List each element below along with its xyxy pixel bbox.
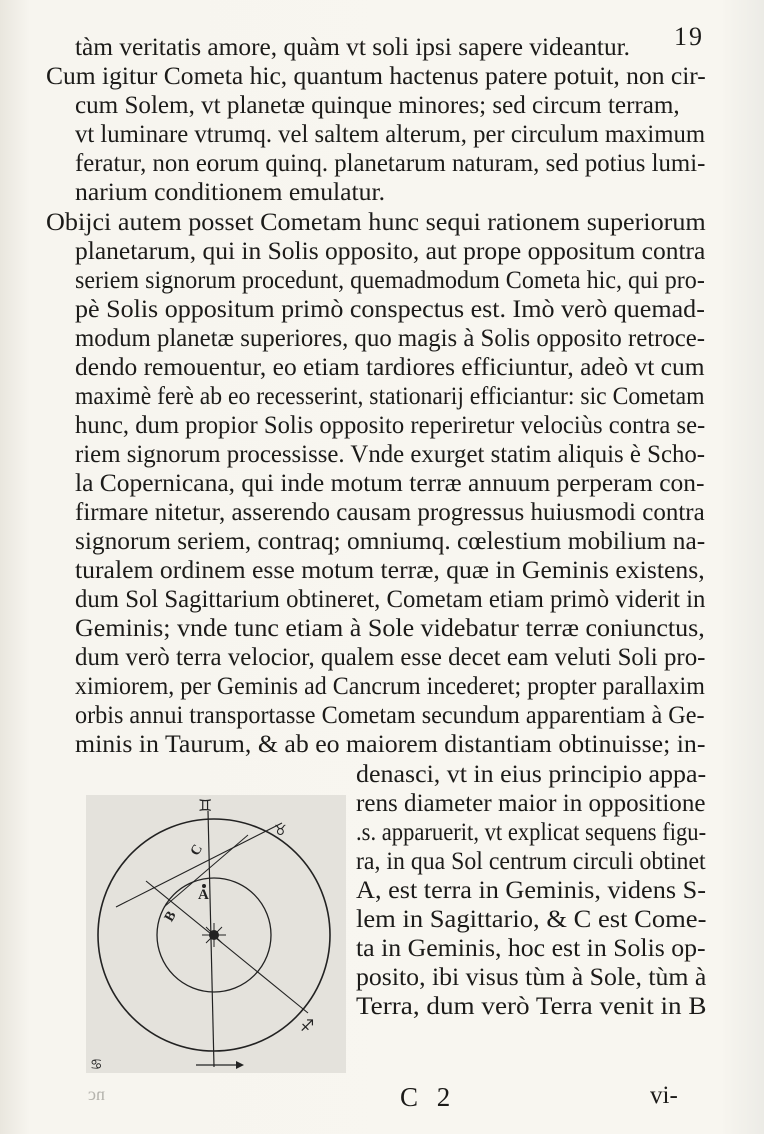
bleed-through-mark: nc <box>88 1084 105 1104</box>
text-line: Cum igitur Cometa hic, quantum hactenus patere potuit, non cir- <box>46 61 706 90</box>
text-line: minis in Taurum, & ab eo maiorem distantiam obtinuisse; in- <box>75 729 706 758</box>
text-line: planetarum, qui in Solis opposito, aut prope oppositum contra <box>75 236 706 265</box>
text-line: riem signorum processisse. Vnde exurget statim aliquis è Scho- <box>75 439 706 468</box>
text-line: .s. apparuerit, vt explicat sequens figu- <box>356 817 707 846</box>
text-line: Geminis; vnde tunc etiam à Sole videbatur terræ coniunctus, <box>75 613 705 642</box>
text-line: feratur, non eorum quinq. planetarum naturam, sed potius lumi- <box>75 148 706 177</box>
text-line: turalem ordinem esse motum terræ, quæ in Geminis existens, <box>75 555 705 584</box>
text-line: la Copernicana, qui inde motum terræ annuum perperam con- <box>75 468 705 497</box>
cancer-symbol: ♋ <box>90 1057 103 1073</box>
sagittarius-symbol: ♐ <box>300 1016 315 1035</box>
text-line: ta in Geminis, hoc est in Solis op- <box>356 933 706 962</box>
text-line: firmare nitetur, asserendo causam progressus huiusmodi contra <box>75 497 705 526</box>
label-b: B <box>161 908 180 925</box>
text-line: cum Solem, vt planetæ quinque minores; sed circum terram, <box>75 90 680 119</box>
text-line: orbis annui transportasse Cometam secundum apparentiam à Ge- <box>75 700 705 729</box>
text-line: lem in Sagittario, & C est Come- <box>356 904 707 933</box>
text-line: modum planetæ superiores, quo magis à Solis opposito retroce- <box>75 323 706 352</box>
text-line: Obijci autem posset Cometam hunc sequi rationem superiorum <box>46 207 706 236</box>
signature-mark: C 2 <box>400 1082 457 1112</box>
text-line: Terra, dum verò Terra venit in B <box>356 991 707 1020</box>
text-line: dum verò terra velocior, qualem esse decet eam veluti Soli pro- <box>75 642 706 671</box>
text-line: posito, ibi visus tùm à Sole, tùm à <box>356 962 707 991</box>
text-line: denasci, vt in eius principio appa- <box>356 759 707 788</box>
text-line: hunc, dum propior Solis opposito reperiretur velociùs contra se- <box>75 410 706 439</box>
text-line: seriem signorum procedunt, quemadmodum Cometa hic, qui pro- <box>75 265 705 294</box>
text-line: A, est terra in Geminis, videns S- <box>356 875 706 904</box>
text-line: rens diameter maior in oppositione <box>356 788 706 817</box>
label-a: A <box>198 887 209 903</box>
text-line: dendo remouentur, eo etiam tardiores efficiuntur, adeò vt cum <box>75 352 705 381</box>
diagonal-line-lower <box>146 881 308 1013</box>
label-c: C <box>187 842 206 859</box>
page-number: 19 <box>674 22 704 51</box>
text-line: maximè ferè ab eo recesserint, stationarij efficiantur: sic Cometam <box>75 381 705 410</box>
text-line: tàm veritatis amore, quàm vt soli ipsi sapere videantur. <box>75 32 631 61</box>
text-line: pè Solis oppositum primò conspectus est. Imò verò quemad- <box>75 294 705 323</box>
orbit-figure-svg <box>86 795 346 1073</box>
astronomical-diagram <box>86 795 346 1073</box>
text-line: ra, in qua Sol centrum circuli obtinet <box>356 846 706 875</box>
catchword: vi- <box>650 1082 678 1109</box>
taurus-symbol: ♉ <box>274 823 287 839</box>
text-line: narium conditionem emulatur. <box>75 177 386 206</box>
text-line: vt luminare vtrumq. vel saltem alterum, per circulum maximum <box>75 119 706 148</box>
arrow-head-icon <box>236 1061 244 1069</box>
text-line: dum Sol Sagittarium obtineret, Cometam etiam primò viderit in <box>75 584 706 613</box>
text-line: ximiorem, per Geminis ad Cancrum incederet; propter parallaxim <box>75 671 705 700</box>
gemini-symbol: ♊ <box>198 796 213 815</box>
text-line: signorum seriem, contraq; omniumq. cœlestium mobilium na- <box>75 526 706 555</box>
